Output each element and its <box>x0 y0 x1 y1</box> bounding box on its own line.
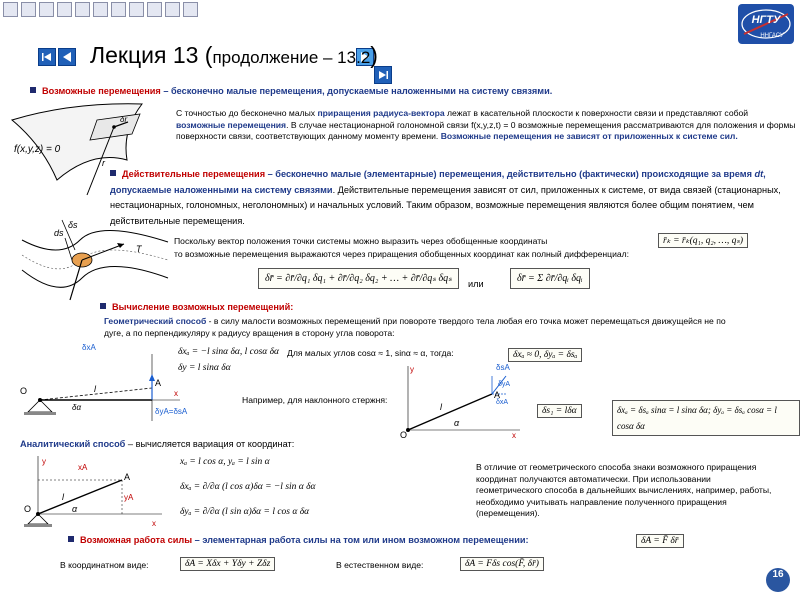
svg-text:ННГАСУ: ННГАСУ <box>760 33 784 39</box>
svg-text:δr: δr <box>120 115 128 124</box>
svg-text:α: α <box>454 418 460 428</box>
toolbar-icon-6[interactable] <box>93 2 108 17</box>
inclined-xy-formula: δxₐ = δsₐ sinα = l sinα δα; δyₐ = δsₐ cosα = l cosα δα <box>612 400 800 436</box>
analytical-method-text: Аналитический способ – вычисляется вариация от координат: <box>20 439 295 449</box>
possible-displacements-explanation: С точностью до бесконечно малых приращения радиуса-вектора лежат в касательной плоскости к поверхности связи и представляют собой возможные перемещения. В случае нестационарной голономной связи f(x,y,z,t) = 0 возможные перемещения рассматриваются для положения и формы поверхности связи, соответствующих данному моменту времени. Возможные перемещения не зависят от приложенных к системе сил. <box>176 108 796 141</box>
possible-displacements-definition: Возможные перемещения – бесконечно малые перемещения, допускаемые наложенными на систему связями. <box>30 85 690 97</box>
coordinate-form-label: В координатном виде: <box>60 560 149 570</box>
page-number-badge: 16 <box>766 568 790 592</box>
svg-text:O: O <box>24 504 32 514</box>
inclined-rod-figure <box>396 358 524 444</box>
svg-text:l: l <box>62 492 64 502</box>
prev-slide-button[interactable] <box>58 48 76 66</box>
coordinate-form-formula: δA = Xδx + Yδy + Zδz <box>180 557 275 571</box>
svg-text:l: l <box>94 384 96 394</box>
small-angles-text: Для малых углов cosα ≈ 1, sinα ≈ α, тогда: <box>287 348 454 358</box>
analytical-comparison-text: В отличие от геометрического способа знаки возможного приращения координат получаются автоматически. При использовании геометрического способа в дальнейших вычислениях, например, работы, необходимо учитывать направление полученного приращения (перемещения). <box>476 462 772 518</box>
toolbar-icon-2[interactable] <box>21 2 36 17</box>
toolbar-icon-10[interactable] <box>165 2 180 17</box>
svg-text:δsA: δsA <box>496 363 510 372</box>
analytical-figure <box>2 450 172 530</box>
geometric-formula-1: δxₐ = −l sinα δα, l cosα δα <box>178 347 280 357</box>
or-label: или <box>468 279 484 289</box>
slide-navigation <box>38 48 76 66</box>
svg-text:O: O <box>20 386 28 396</box>
analytical-formula-3: δyₐ = ∂/∂α (l sin α)δα = l cos α δα <box>180 507 310 517</box>
inclined-ds-formula: δs₁ = lδα <box>537 404 582 418</box>
svg-text:x: x <box>174 389 178 398</box>
toolbar-icon-5[interactable] <box>75 2 90 17</box>
bullet-icon <box>30 87 36 93</box>
svg-text:δxA: δxA <box>496 399 509 406</box>
toolbar-icons <box>3 2 198 17</box>
svg-text:x: x <box>152 519 156 528</box>
actual-displacements-definition: Действительные перемещения – бесконечно малые (элементарные) перемещения, действительно (фактически) происходящие за время dt, допускаемые наложенными на систему связями. Действительные перемещения зависят от сил, приложенных к системе, от вида связей (стационарных, нестационарных, голономных, неголономных) и начальных условий. Таким образом, возможные перемещения являются более общим понятием, чем действительные перемещения. <box>110 169 781 226</box>
natural-form-label: В естественном виде: <box>336 560 424 570</box>
svg-text:l: l <box>440 402 442 412</box>
toolbar-icon-1[interactable] <box>3 2 18 17</box>
svg-text:δs: δs <box>68 220 78 230</box>
toolbar-icon-11[interactable] <box>183 2 198 17</box>
svg-text:α: α <box>72 504 78 514</box>
generalized-coordinates-text-1: Поскольку вектор положения точки системы можно выразить через обобщенные координаты <box>174 236 548 246</box>
svg-text:T: T <box>136 244 142 254</box>
svg-text:A: A <box>494 390 501 400</box>
trajectory-figure <box>20 200 170 305</box>
svg-text:y: y <box>410 365 414 374</box>
first-slide-button[interactable] <box>38 48 56 66</box>
svg-text:x: x <box>512 431 516 440</box>
inclined-rod-text: Например, для наклонного стержня: <box>242 395 388 405</box>
sum-differential-formula: δr̄ = Σ ∂r̄/∂qᵢ δqᵢ <box>510 268 590 289</box>
bullet-icon <box>100 303 106 309</box>
possible-work-definition: Возможная работа силы – элементарная работа силы на том или ином возможном перемещении: <box>68 534 628 546</box>
generalized-coordinates-text-2: то возможные перемещения выражаются через приращения обобщенных координат как полный дифференциал: <box>174 249 630 259</box>
small-angle-formula: δxₐ ≈ 0, δyₐ = δsₐ <box>508 348 582 362</box>
svg-text:O: O <box>400 430 408 440</box>
svg-text:НГТУ: НГТУ <box>751 14 781 26</box>
slide-title: Лекция 13 (продолжение – 13.2) <box>90 42 378 68</box>
toolbar-icon-8[interactable] <box>129 2 144 17</box>
svg-text:δxA: δxA <box>82 343 96 352</box>
full-differential-formula: δr̄ = ∂r̄/∂q₁ δq₁ + ∂r̄/∂q₂ δq₂ + … + ∂r̄/∂qₛ δqₛ <box>258 268 459 289</box>
bullet-icon <box>110 170 116 176</box>
university-logo <box>738 4 794 44</box>
svg-text:ds: ds <box>54 228 64 238</box>
analytical-formula-1: xₐ = l cos α, yₐ = l sin α <box>180 457 270 467</box>
svg-text:f(x,y,z) = 0: f(x,y,z) = 0 <box>14 144 61 155</box>
svg-text:y: y <box>42 457 46 466</box>
toolbar-icon-7[interactable] <box>111 2 126 17</box>
computation-heading: Вычисление возможных перемещений: <box>100 301 293 313</box>
possible-work-formula: δA = F̄ δr̄ <box>636 534 684 548</box>
geometric-method-text: Геометрический способ - в силу малости возможных перемещений при повороте твердого тела любая его точка может перемещаться движущейся не по дуге, а по перпендикуляру к радиусу вращения в сторону угла поворота: <box>104 316 726 338</box>
toolbar-icon-9[interactable] <box>147 2 162 17</box>
svg-text:A: A <box>155 378 162 388</box>
horizontal-rod-figure <box>2 336 212 426</box>
svg-text:yA: yA <box>124 493 134 502</box>
position-vector-formula: r̄ₖ = r̄ₖ(q₁, q₂, …, qₛ) <box>658 233 748 248</box>
toolbar-icon-3[interactable] <box>39 2 54 17</box>
bullet-icon <box>68 536 74 542</box>
toolbar-icon-4[interactable] <box>57 2 72 17</box>
svg-text:δyA: δyA <box>498 381 511 388</box>
natural-form-formula: δA = Fδs cos(F̄, δr̄) <box>460 557 544 571</box>
geometric-formula-2: δy = l sinα δα <box>178 363 231 373</box>
svg-text:xA: xA <box>78 463 88 472</box>
svg-text:r: r <box>102 158 105 168</box>
svg-text:δyA=δsA: δyA=δsA <box>155 407 188 416</box>
svg-text:A: A <box>124 472 131 482</box>
svg-text:δα: δα <box>72 403 82 412</box>
analytical-formula-2: δxₐ = ∂/∂α (l cos α)δα = −l sin α δα <box>180 482 316 492</box>
